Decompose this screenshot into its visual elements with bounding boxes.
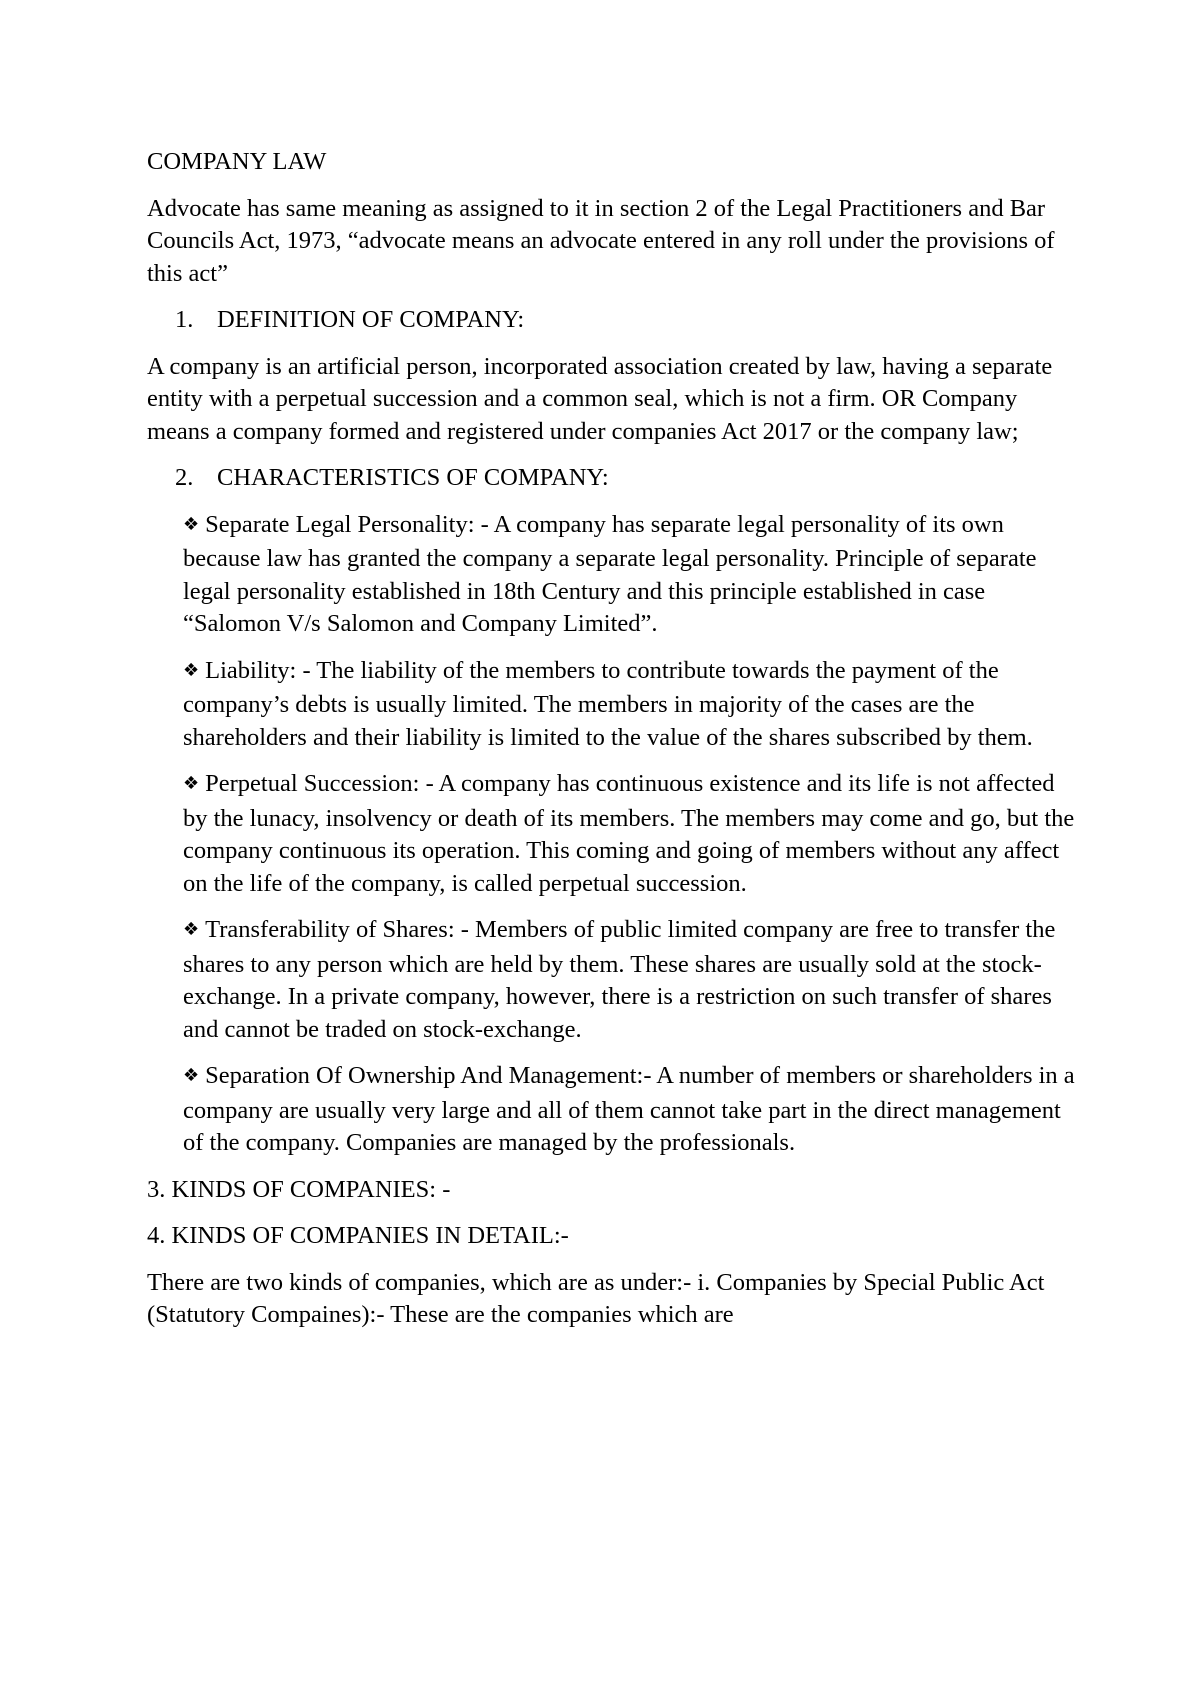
section-4-heading: 4. KINDS OF COMPANIES IN DETAIL:- — [147, 1222, 569, 1249]
characteristic-text: Transferability of Shares: - Members of public limited company are free to transfer the shares to any person which are held by them. These shares are usually sold at the stock-exchange. In a private company, however, there is a restriction on such transfer of shares and cannot be traded on stock-exchange. — [183, 916, 1056, 1043]
section-1-title: DEFINITION OF COMPANY: — [217, 306, 525, 333]
section-4-body: There are two kinds of companies, which are as under:- i. Companies by Special Public Act (Statutory Compaines):- These are the companies which are — [147, 1268, 1045, 1328]
intro-paragraph: Advocate has same meaning as assigned to it in section 2 of the Legal Practitioners and Bar Councils Act, 1973, “advocate means an advocate entered in any roll under the provisions of this act” — [147, 194, 1055, 287]
characteristic-item — [147, 509, 1077, 641]
characteristic-item — [147, 768, 1077, 900]
characteristic-item — [147, 1060, 1077, 1160]
characteristic-text: Separate Legal Personality: - A company has separate legal personality of its own because law has granted the company a separate legal personality. Principle of separate legal personality established in 18th Century and this principle established in case “Salomon V/s Salomon and Company Limited”. — [183, 510, 1037, 637]
characteristic-text: Liability: - The liability of the members to contribute towards the payment of the company’s debts is usually limited. The members in majority of the cases are the shareholders and their liability is limited to the value of the shares subscribed by them. — [183, 656, 1033, 751]
section-2-number: 2. — [175, 464, 194, 491]
section-2-heading — [147, 462, 1077, 495]
diamond-bullet-icon: ❖ — [183, 919, 200, 940]
diamond-bullet-icon: ❖ — [183, 773, 200, 794]
diamond-bullet-icon: ❖ — [183, 659, 200, 681]
characteristic-text: Perpetual Succession: - A company has continuous existence and its life is not affected by the lunacy, insolvency or death of its members. The members may come and go, but the company continuous its operation. This coming and going of members without any affect on the life of the company, is called perpetual succession. — [183, 770, 1075, 897]
characteristic-text: Separation Of Ownership And Management:- A number of members or shareholders in a company are usually very large and all of them cannot take part in the direct management of the company. Companies are managed by the professionals. — [183, 1062, 1075, 1156]
diamond-bullet-icon: ❖ — [183, 513, 200, 535]
section-3-heading: 3. KINDS OF COMPANIES: - — [147, 1175, 451, 1203]
section-2-title: CHARACTERISTICS OF COMPANY: — [217, 464, 609, 491]
document-title: COMPANY LAW — [147, 148, 327, 175]
document-body — [147, 146, 1077, 1346]
characteristic-item — [147, 914, 1077, 1046]
characteristic-item — [147, 655, 1077, 755]
section-1-body: A company is an artificial person, incorporated association created by law, having a separate entity with a perpetual succession and a common seal, which is not a firm. OR Company means a company formed and registered under companies Act 2017 or the company law; — [147, 352, 1053, 445]
section-1-heading — [147, 304, 1077, 337]
section-1-number: 1. — [175, 306, 194, 333]
diamond-bullet-icon: ❖ — [183, 1065, 200, 1086]
